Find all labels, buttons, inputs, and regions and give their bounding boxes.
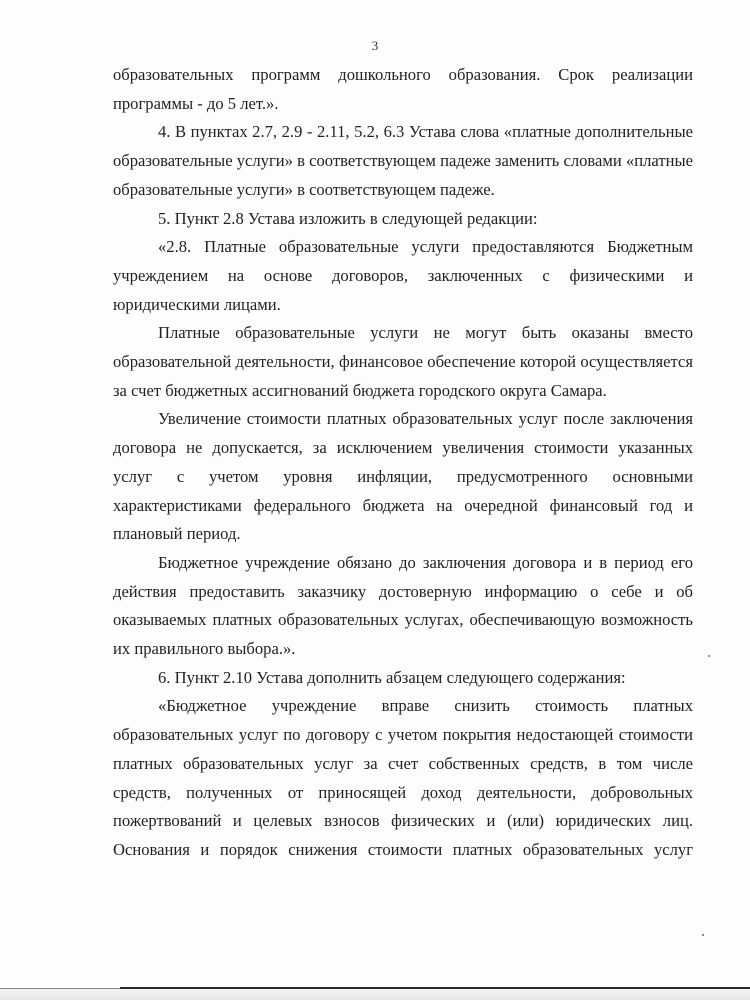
scan-bottom-edge (0, 988, 750, 1000)
paragraph-price-increase: Увеличение стоимости платных образовательных услуг после заключения договора не допускается, за исключением увеличения стоимости указанных услуг с учетом уровня инфляции, предусмотренного основными характеристиками федерального бюджета на очередной финансовый год и плановый период. (113, 409, 693, 544)
scan-shadow-line (0, 988, 120, 989)
paragraph-price-reduction: «Бюджетное учреждение вправе снизить стоимость платных образовательных услуг по договору с учетом покрытия недостающей стоимости платных образовательных услуг за счет собственных средств, в том числе средств, полученных от приносящей доход деятельности, добровольных пожертвований и целевых взносов физических и (или) юридических лиц. Основания и порядок снижения стоимости платных образовательных услуг (113, 696, 693, 859)
paragraph-item-5: 5. Пункт 2.8 Устава изложить в следующей редакции: (158, 208, 538, 228)
document-body (113, 61, 693, 865)
paragraph-item-4: 4. В пунктах 2.7, 2.9 - 2.11, 5.2, 6.3 Устава слова «платные дополнительные образовательные услуги» в соответствующем падеже заменить словами «платные образовательные услуги» в соответствующем падеже. (113, 122, 693, 199)
paragraph-paid-services-restriction: Платные образовательные услуги не могут быть оказаны вместо образовательной деятельности, финансовое обеспечение которой осуществляется за счет бюджетных ассигнований бюджета городского округа Самара. (113, 323, 693, 400)
scan-speck (708, 655, 710, 657)
paragraph-item-6: 6. Пункт 2.10 Устава дополнить абзацем следующего содержания: (158, 667, 626, 687)
scan-speck (702, 934, 704, 936)
paragraph-clause-2-8: «2.8. Платные образовательные услуги предоставляются Бюджетным учреждением на основе договоров, заключенных с физическими и юридическими лицами. (113, 237, 693, 314)
scan-shadow-line (120, 987, 750, 989)
paragraph-continuation: образовательных программ дошкольного образования. Срок реализации программы - до 5 лет.». (113, 65, 693, 113)
page-number: 3 (371, 38, 379, 53)
paragraph-information-duty: Бюджетное учреждение обязано до заключения договора и в период его действия предоставить заказчику достоверную информацию о себе и об оказываемых платных образовательных услугах, обеспечивающую возможность их правильного выбора.». (113, 552, 693, 659)
